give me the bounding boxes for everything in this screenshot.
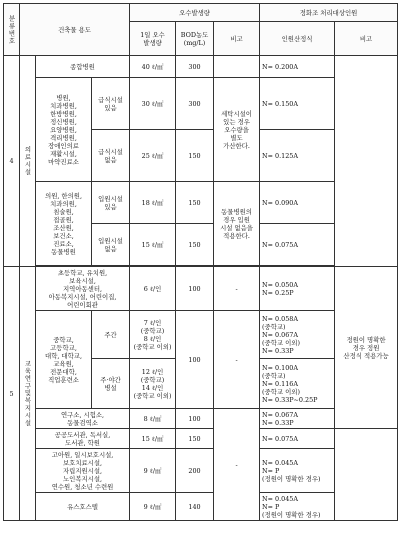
welfare-calc: N= 0.045A N= P (정원이 명확한 경우) — [260, 449, 335, 493]
group4-number: 4 — [4, 56, 20, 267]
header-note-2: 비고 — [335, 22, 398, 56]
clinic-meal-yes-bod: 300 — [176, 78, 214, 130]
research-flow: 8 ℓ/㎡ — [130, 409, 176, 429]
day-label: 주간 — [92, 311, 130, 359]
kinder-calc: N= 0.050A N= 0.25P — [260, 267, 335, 311]
hospital-flow: 40 ℓ/㎡ — [130, 56, 176, 78]
header-bod: BOD농도 (mg/L) — [176, 22, 214, 56]
kinder-label: 초등학교, 유치원, 보육시설, 지역아동센터, 아동복지시설, 어린이집, 어린이회관 — [36, 267, 130, 311]
office-in-no-calc: N= 0.075A — [260, 224, 335, 266]
daynight-label: 주·야간 병설 — [92, 359, 130, 409]
hospital-calc: N= 0.200A — [260, 56, 335, 78]
school-bod: 100 — [176, 311, 214, 409]
inpatient-yes-label: 입원시설 있음 — [92, 182, 130, 224]
library-label: 공공도서관, 독서실, 도서관, 학원 — [36, 429, 130, 449]
office-in-no-bod: 150 — [176, 224, 214, 266]
hospital-label: 종합병원 — [36, 56, 130, 78]
header-category-no: 분류번호 — [4, 4, 20, 56]
sewage-table — [3, 3, 398, 521]
header-usage: 건축물 용도 — [20, 4, 130, 56]
kinder-bod: 100 — [176, 267, 214, 311]
clinic-note: 세탁시설이 있는 경우 오수량을 별도 가산한다. — [214, 78, 260, 182]
school-day-flow: 7 ℓ/인 (중학교) 8 ℓ/인 (중학교 이외) — [130, 311, 176, 359]
meal-yes-label: 급식시설 있음 — [92, 78, 130, 130]
research-bod: 100 — [176, 409, 214, 429]
header-daily-flow: 1일 오수 발생량 — [130, 22, 176, 56]
inpatient-no-label: 입원시설 없음 — [92, 224, 130, 266]
header-calc: 인원산정식 — [260, 22, 335, 56]
office-in-yes-flow: 18 ℓ/㎡ — [130, 182, 176, 224]
edu-note: 정원이 명확한 경우 정원 산정식 적용가능 — [335, 267, 398, 429]
header-sewage-generation: 오수발생량 — [130, 4, 260, 22]
kinder-flow: 6 ℓ/인 — [130, 267, 176, 311]
hostel-calc: N= 0.045A N= P (정원이 명확한 경우) — [260, 493, 335, 521]
library-flow: 15 ℓ/㎡ — [130, 429, 176, 449]
hostel-label: 유스호스텔 — [36, 493, 130, 521]
clinic-meal-no-flow: 25 ℓ/㎡ — [130, 130, 176, 182]
mid-note: - — [214, 409, 260, 521]
office-in-no-flow: 15 ℓ/㎡ — [130, 224, 176, 266]
school-daynight-flow: 12 ℓ/인 (중학교) 14 ℓ/인 (중학교 이외) — [130, 359, 176, 409]
group4-category: 의료시설 — [20, 56, 36, 267]
header-septic-persons: 정화조 처리대상인원 — [260, 4, 398, 22]
welfare-label: 고아원, 일시보호시설, 보호치료시설, 자립지원시설, 노인복지시설, 연수원, 청소년 수련원 — [36, 449, 130, 493]
office-in-yes-bod: 150 — [176, 182, 214, 224]
library-calc: N= 0.075A — [260, 429, 335, 449]
welfare-bod: 200 — [176, 449, 214, 493]
school-note: - — [214, 311, 260, 409]
clinic-meal-no-calc: N= 0.125A — [260, 130, 335, 182]
clinic-meal-no-bod: 150 — [176, 130, 214, 182]
school-label: 중학교, 고등학교, 대학, 대학교, 교육원, 전문대학, 직업훈련소 — [36, 311, 92, 409]
clinic-list: 병원, 치과병원, 한방병원, 정신병원, 요양병원, 격리병원, 장애인의료 재활시설, 마약진료소 — [36, 78, 92, 182]
library-bod: 150 — [176, 429, 214, 449]
office-note: 동물병원의 경우 입원 시설 없음을 적용한다. — [214, 182, 260, 266]
clinic-meal-yes-flow: 30 ℓ/㎡ — [130, 78, 176, 130]
meal-no-label: 급식시설 없음 — [92, 130, 130, 182]
school-day-calc: N= 0.058A (중학교) N= 0.067A (중학교 이외) N= 0.33P — [260, 311, 335, 359]
school-daynight-calc: N= 0.100A (중학교) N= 0.116A (중학교 이외) N= 0.33P~0.25P — [260, 359, 335, 409]
research-label: 연구소, 시험소, 동물검역소 — [36, 409, 130, 429]
hostel-bod: 140 — [176, 493, 214, 521]
header-note: 비고 — [214, 22, 260, 56]
group5-number: 5 — [4, 267, 20, 521]
clinic-meal-yes-calc: N= 0.150A — [260, 78, 335, 130]
kinder-note: - — [214, 267, 260, 311]
hospital-bod: 300 — [176, 56, 214, 78]
hostel-flow: 9 ℓ/㎡ — [130, 493, 176, 521]
group5-category: 교육연구및복지시설 — [20, 267, 36, 521]
office-in-yes-calc: N= 0.090A — [260, 182, 335, 224]
research-calc: N= 0.067A N= 0.33P — [260, 409, 335, 429]
welfare-flow: 9 ℓ/㎡ — [130, 449, 176, 493]
office-list: 의원, 한의원, 치과의원, 침술원, 접골원, 조산원, 보건소, 진료소, 동물병원 — [36, 182, 92, 266]
